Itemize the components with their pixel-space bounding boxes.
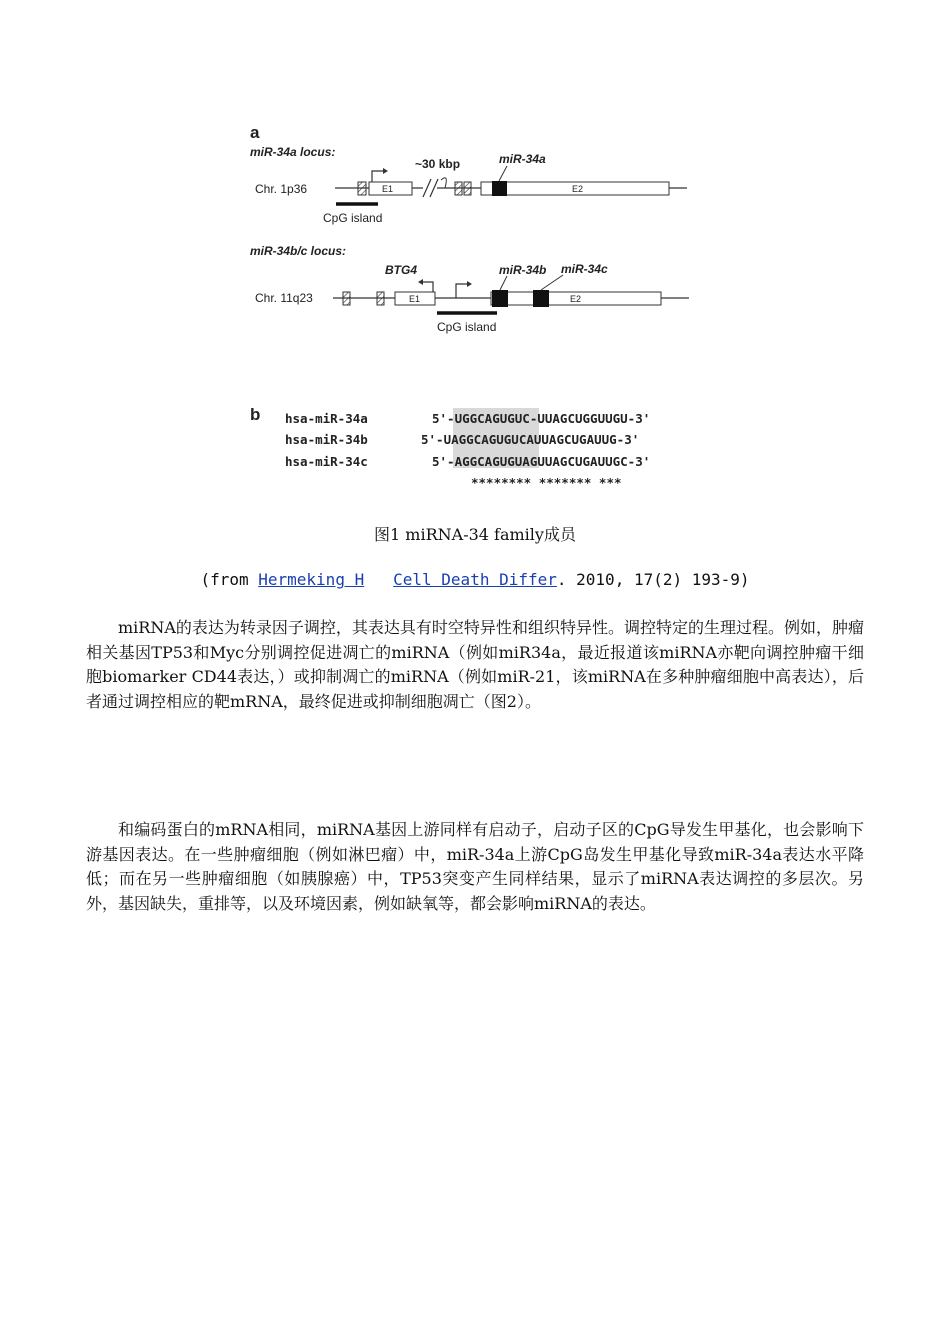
paragraph-1: miRNA的表达为转录因子调控，其表达具有时空特异性和组织特异性。调控特定的生理过程。例如，肿瘤相关基因TP53和Myc分别调控促进凋亡的miRNA（例如miR34a，最近报道该miRNA亦靶向调控肿瘤干细胞biomarker CD44表达，）或抑制凋亡的miRNA（例如miR-21，该miRNA在多种肿瘤细胞中高表达），后者通过调控相应的靶mRNA，最终促进或抑制细胞凋亡（图2）。 [86,618,864,711]
locus1-exon2-label: E2 [572,184,584,194]
locus1-mir-label: miR-34a [499,152,546,166]
locus1-mir34a-block [492,181,507,196]
citation-space [364,570,393,589]
locus2-cpg-label: CpG island [437,320,497,334]
locus2-mir34b-block [492,290,508,307]
locus1-hatched-box-2 [455,182,462,195]
locus1-exon1-label: E1 [382,184,394,194]
locus1-hatched-box [358,182,366,195]
locus2-hatched-box-2 [377,292,384,305]
row-2-name: hsa-miR-34b [285,432,368,447]
locus1-hatched-box-3 [464,182,471,195]
locus2-exon1-label: E1 [409,294,421,304]
locus1-chr: Chr. 1p36 [255,182,308,196]
locus2-promoter-arrowhead [467,281,472,287]
locus2-mir34c-block [533,290,549,307]
conservation-stars: ******** ******* *** [471,475,622,490]
locus2-gene-label: BTG4 [385,263,418,277]
locus2-exon2-label: E2 [570,294,582,304]
locus1-promoter-arrowhead [383,168,388,174]
paragraph-2: 和编码蛋白的mRNA相同，miRNA基因上游同样有启动子，启动子区的CpG导发生甲基化，也会影响下游基因表达。在一些肿瘤细胞（例如淋巴瘤）中，miR-34a上游CpG岛发生甲基化导致miR-34a表达水平降低；而在另一些肿瘤细胞（如胰腺癌）中，TP53突变产生同样结果，显示了miRNA表达调控的多层次。另外，基因缺失，重排等，以及环境因素，例如缺氧等，都会影响miRNA的表达。 [86,820,864,913]
locus1-promoter-arrow [372,171,383,182]
row-1-sequence: 5'-UGGCAGUGUC-UUAGCUGGUUGU-3' [432,411,651,426]
author-link[interactable]: Hermeking H [258,570,365,589]
locus2-mir34b-pointer [500,276,507,290]
locus2-title: miR-34b/c locus: [250,244,347,258]
journal-link[interactable]: Cell Death Differ [393,570,557,589]
locus1-break-curve [441,178,446,188]
panel-a-label: a [250,123,260,142]
locus1-cpg-label: CpG island [323,211,383,225]
locus2-hatched-box-1 [343,292,350,305]
mir34-diagram [245,118,705,498]
row-1-name: hsa-miR-34a [285,411,368,426]
locus2-promoter-arrow [456,284,467,298]
row-2-sequence: 5'-UAGGCAGUGUCAUUAGCUGAUUG-3' [421,432,640,447]
locus1-title: miR-34a locus: [250,145,336,159]
row-3-name: hsa-miR-34c [285,454,368,469]
locus2-btg4-arrowhead [418,279,423,285]
citation-suffix: . 2010, 17(2) 193-9) [556,570,750,589]
row-3-sequence: 5'-AGGCAGUGUAGUUAGCUGAUUGC-3' [432,454,651,469]
figure-caption: 图1 miRNA-34 family成员 [374,525,576,544]
locus2-mir34c-pointer [541,275,563,290]
locus2-btg4-arrow [423,282,433,292]
citation-prefix: (from [200,570,259,589]
citation [0,570,950,589]
locus1-mir-pointer [499,166,507,181]
locus2-mir34b-label: miR-34b [499,263,547,277]
locus2-mir34c-label: miR-34c [561,262,608,276]
locus1-distance-label: ~30 kbp [415,157,461,171]
figure-1 [245,118,705,498]
panel-b-label: b [250,405,261,424]
locus2-chr: Chr. 11q23 [255,291,313,305]
